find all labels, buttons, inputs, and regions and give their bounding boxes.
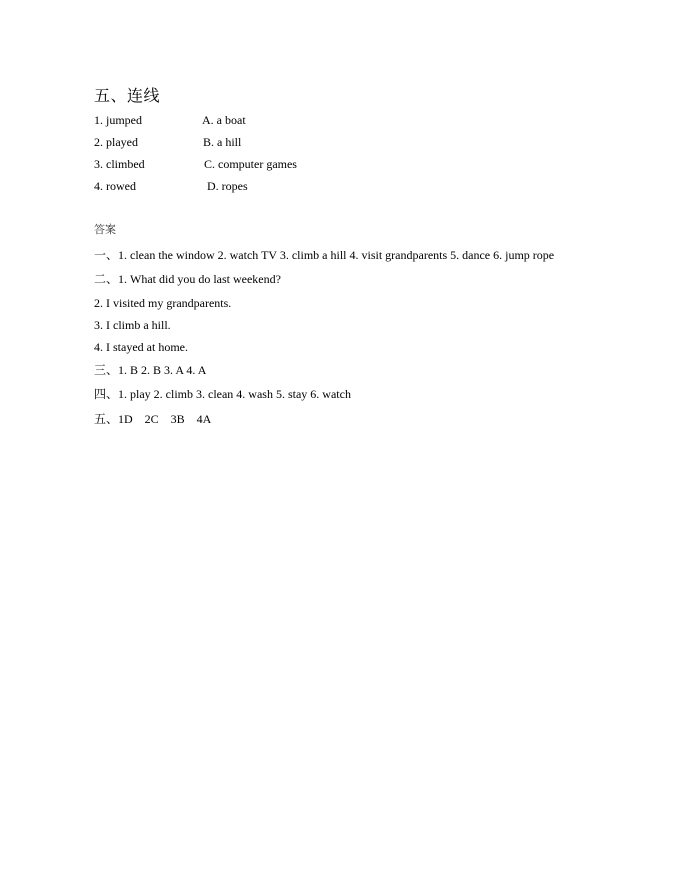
answer-line: 二、1. What did you do last weekend? [94, 272, 281, 286]
matching-right-item: C. computer games [204, 157, 297, 171]
answer-line: 4. I stayed at home. [94, 340, 188, 354]
answer-line: 3. I climb a hill. [94, 318, 171, 332]
matching-left-item: 3. climbed [94, 157, 145, 171]
answers-heading: 答案 [94, 223, 116, 236]
matching-right-item: B. a hill [203, 135, 242, 149]
answer-line: 一、1. clean the window 2. watch TV 3. climb a hill 4. visit grandparents 5. dance 6. jump rope [94, 248, 555, 262]
answer-line: 三、1. B 2. B 3. A 4. A [94, 363, 207, 377]
answer-line: 四、1. play 2. climb 3. clean 4. wash 5. stay 6. watch [94, 387, 351, 401]
section-heading: 五、连线 [94, 86, 161, 105]
matching-right-item: A. a boat [202, 113, 246, 127]
matching-left-item: 4. rowed [94, 179, 136, 193]
matching-left-item: 2. played [94, 135, 138, 149]
matching-right-item: D. ropes [207, 179, 248, 193]
answer-line: 五、1D 2C 3B 4A [94, 412, 212, 426]
answer-line: 2. I visited my grandparents. [94, 296, 232, 310]
matching-left-item: 1. jumped [94, 113, 142, 127]
